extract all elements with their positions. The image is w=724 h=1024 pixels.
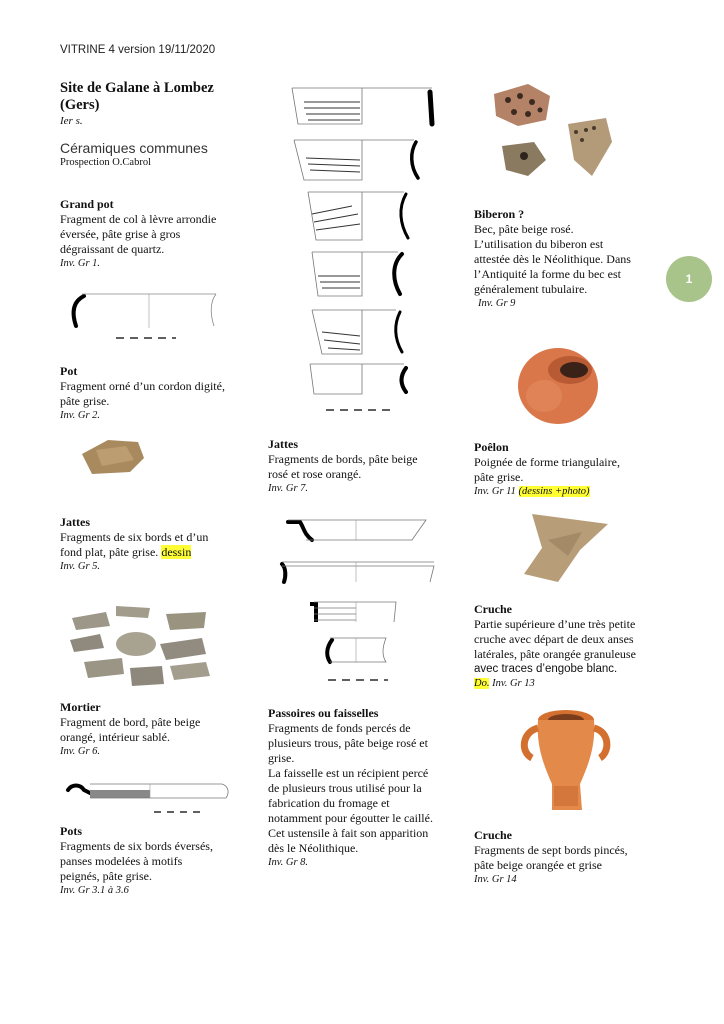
highlight-note: dessin [161, 545, 192, 559]
entry-biberon: Biberon ? Bec, pâte beige rosé. L’utilisation du biberon est attestée dès le Néolithique. Dans l’Antiquité la forme du bec est généralement tubulaire. Inv. Gr 9 [474, 207, 631, 309]
grand-pot-drawing [64, 288, 224, 348]
section-subtitle: Céramiques communes [60, 140, 208, 156]
site-period: Ier s. [60, 115, 83, 127]
entry-jattes-gr7: Jattes Fragments de bords, pâte beige rosé et rose orangé. Inv. Gr 7. [268, 437, 418, 494]
entry-cruche-gr13: Cruche Partie supérieure d’une très petite cruche avec départ de deux anses latérales, pâte orangée granuleuse avec traces d’engobe blanc. Do. Inv. Gr 13 [474, 602, 636, 689]
entry-jattes-gr5: Jattes Fragments de six bords et d’un fond plat, pâte grise. dessin Inv. Gr 5. [60, 515, 209, 572]
survey-credit: Prospection O.Cabrol [60, 157, 151, 168]
entry-poelon: Poêlon Poignée de forme triangulaire, pâte grise. Inv. Gr 11 (dessins +photo) [474, 440, 620, 497]
site-title-region: (Gers) [60, 97, 100, 113]
entry-mortier: Mortier Fragment de bord, pâte beige orangé, intérieur sablé. Inv. Gr 6. [60, 700, 201, 757]
highlight-note: Do. [474, 678, 490, 689]
site-heading [60, 80, 260, 170]
entry-passoires: Passoires ou faisselles Fragments de fonds percés de plusieurs trous, pâte beige rosé et grise. La faisselle est un récipient percé de plusieurs trous utilisé pour la fabrication du fromage et notamment pour égoutter le caillé. Cet ustensile à fait son apparition dès le Néolithique. Inv. Gr 8. [268, 706, 433, 868]
passoires-drawings [282, 84, 452, 419]
pot-sherd-photo [78, 436, 148, 478]
inventory-number: Inv. Gr 1. [60, 258, 101, 269]
cruche-photo [518, 706, 614, 818]
entry-title: Grand pot [60, 197, 114, 211]
poelon-handle-photo [518, 510, 614, 586]
biberon-spout-photo [510, 340, 610, 430]
highlight-note: (dessins +photo) [518, 486, 590, 497]
entry-pots: Pots Fragments de six bords éversés, panses modelées à motifs peignés, pâte grise. Inv. Gr 3.1 à 3.6 [60, 824, 213, 896]
perforated-sherds-photo [488, 80, 618, 190]
mortier-drawing [62, 780, 237, 820]
page-number-badge: 1 [666, 256, 712, 302]
entry-pot: Pot Fragment orné d’un cordon digité, pâte grise. Inv. Gr 2. [60, 364, 225, 421]
entry-grand-pot: Grand pot Fragment de col à lèvre arrondie éversée, pâte grise à gros dégraissant de quartz. Inv. Gr 1. [60, 197, 270, 270]
site-title: Site de Galane à Lombez [60, 80, 214, 96]
jattes-drawings [276, 512, 446, 692]
page-header: VITRINE 4 version 19/11/2020 [60, 44, 216, 56]
jattes-sherds-photo [66, 604, 216, 694]
entry-cruche-gr14: Cruche Fragments de sept bords pincés, pâte beige orangée et grise Inv. Gr 14 [474, 828, 628, 885]
